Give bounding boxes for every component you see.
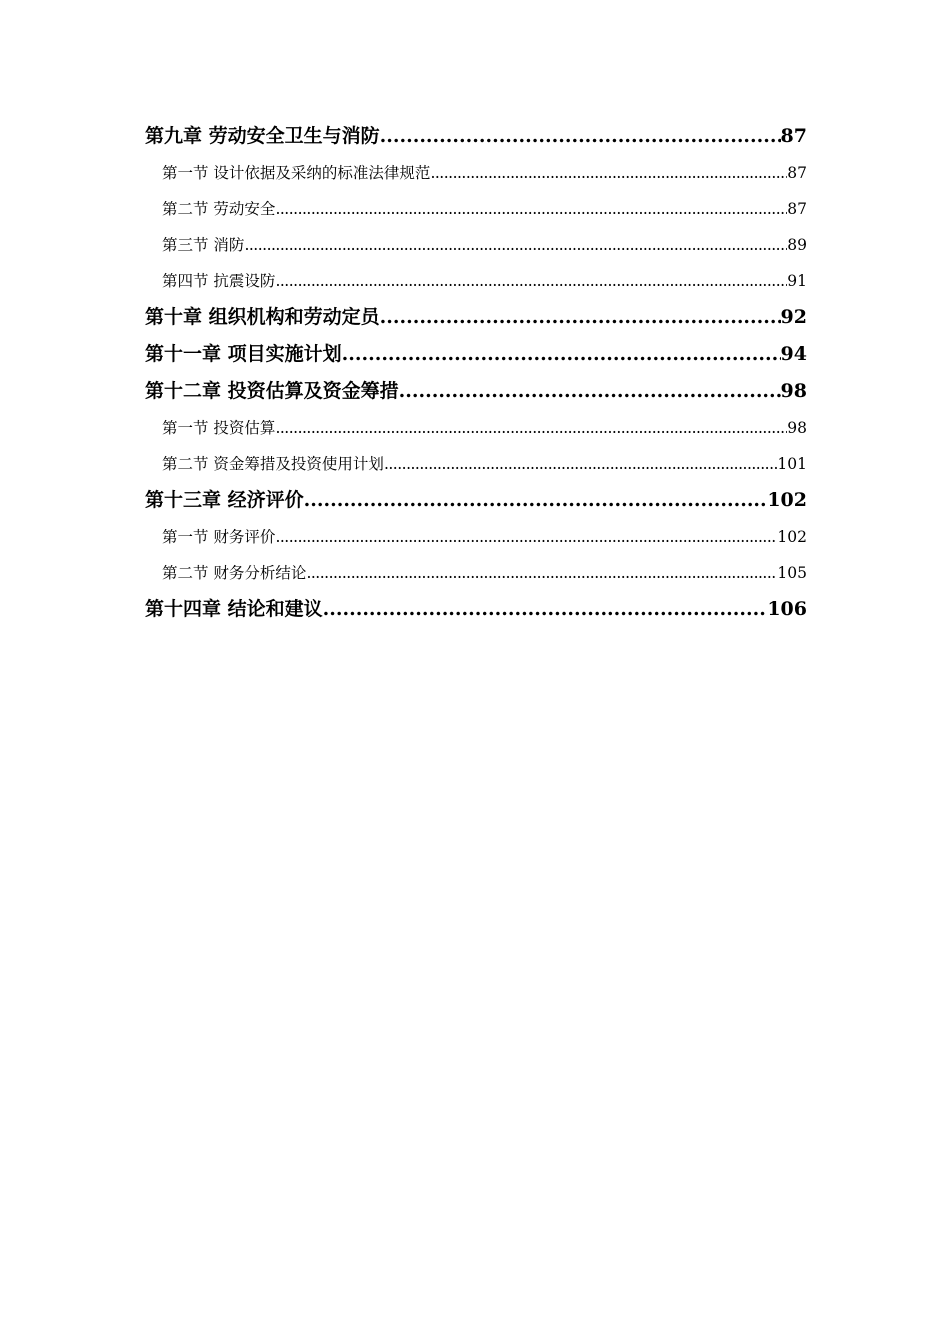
toc-entry-chapter-14[interactable] [145, 591, 807, 628]
toc-entry-title: 第四节 抗震设防 [162, 272, 276, 290]
toc-entry-title: 第二节 资金筹措及投资使用计划 [162, 455, 384, 473]
dot-leader [430, 155, 787, 191]
toc-entry-title: 第一节 设计依据及采纳的标准法律规范 [162, 164, 431, 182]
toc-entry-page: 106 [767, 598, 807, 620]
toc-entry-title: 第十二章 投资估算及资金筹措 [145, 380, 399, 402]
toc-entry-chapter-13[interactable] [145, 482, 807, 519]
toc-entry-page: 91 [787, 272, 807, 290]
dot-leader [323, 591, 768, 628]
toc-entry-title: 第一节 财务评价 [162, 528, 276, 546]
toc-entry-section-9-2[interactable] [145, 191, 807, 227]
dot-leader [306, 555, 777, 591]
toc-entry-page: 102 [767, 489, 807, 511]
dot-leader [380, 299, 781, 336]
toc-entry-title: 第十三章 经济评价 [145, 489, 304, 511]
toc-entry-page: 87 [787, 164, 807, 182]
dot-leader [399, 373, 781, 410]
toc-entry-page: 87 [780, 125, 807, 147]
toc-entry-page: 92 [780, 306, 807, 328]
toc-entry-page: 89 [787, 236, 807, 254]
dot-leader [304, 482, 768, 519]
dot-leader [380, 118, 781, 155]
toc-entry-section-9-1[interactable] [145, 155, 807, 191]
toc-entry-page: 98 [780, 380, 807, 402]
toc-entry-page: 101 [777, 455, 807, 473]
toc-entry-section-13-1[interactable] [145, 519, 807, 555]
toc-entry-chapter-12[interactable] [145, 373, 807, 410]
toc-entry-page: 105 [777, 564, 807, 582]
toc-entry-section-9-4[interactable] [145, 263, 807, 299]
toc-entry-chapter-11[interactable] [145, 336, 807, 373]
dot-leader [275, 263, 787, 299]
toc-entry-section-12-1[interactable] [145, 410, 807, 446]
dot-leader [275, 410, 787, 446]
toc-entry-title: 第九章 劳动安全卫生与消防 [145, 125, 380, 147]
toc-entry-title: 第一节 投资估算 [162, 419, 276, 437]
dot-leader [244, 227, 787, 263]
toc-entry-section-9-3[interactable] [145, 227, 807, 263]
toc-entry-title: 第十一章 项目实施计划 [145, 343, 342, 365]
dot-leader [275, 191, 787, 227]
toc-entry-page: 94 [780, 343, 807, 365]
toc-entry-chapter-10[interactable] [145, 299, 807, 336]
toc-entry-section-12-2[interactable] [145, 446, 807, 482]
dot-leader [342, 336, 781, 373]
toc-entry-title: 第十四章 结论和建议 [145, 598, 323, 620]
toc-entry-chapter-9[interactable] [145, 118, 807, 155]
toc-entry-page: 98 [787, 419, 807, 437]
toc-entry-page: 102 [777, 528, 807, 546]
toc-entry-title: 第十章 组织机构和劳动定员 [145, 306, 380, 328]
table-of-contents [145, 118, 807, 628]
toc-entry-title: 第二节 劳动安全 [162, 200, 276, 218]
dot-leader [384, 446, 777, 482]
toc-entry-title: 第三节 消防 [162, 236, 245, 254]
toc-entry-section-13-2[interactable] [145, 555, 807, 591]
dot-leader [275, 519, 777, 555]
toc-entry-title: 第二节 财务分析结论 [162, 564, 307, 582]
toc-entry-page: 87 [787, 200, 807, 218]
